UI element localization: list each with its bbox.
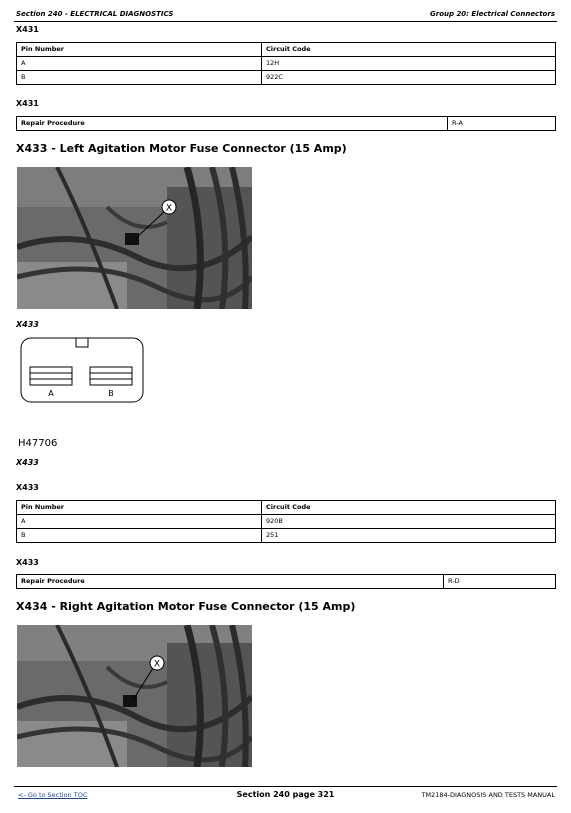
repair-label-cell: Repair Procedure xyxy=(17,575,444,589)
repair-value-link[interactable]: R-A xyxy=(448,117,556,131)
circuit-cell: 251 xyxy=(262,529,556,543)
section-heading: X434 - Right Agitation Motor Fuse Connector (15 Amp) xyxy=(16,600,356,613)
header-rule xyxy=(14,21,557,22)
connector-photo xyxy=(17,167,252,309)
pin-cell: A xyxy=(17,515,262,529)
photo-callout: X xyxy=(165,203,173,214)
circuit-cell: 922C xyxy=(262,71,556,85)
diagram-label: X433 xyxy=(16,320,39,329)
connector-photo xyxy=(17,625,252,767)
pin-label-a: A xyxy=(48,389,54,398)
table-header-row xyxy=(17,43,556,57)
table-header-row xyxy=(17,501,556,515)
photo-callout: X xyxy=(153,659,161,670)
col-header-circuit: Circuit Code xyxy=(262,43,556,57)
section-toc-link[interactable]: <- Go to Section TOC xyxy=(18,791,88,799)
pin-label-b: B xyxy=(108,389,114,398)
col-header-circuit: Circuit Code xyxy=(262,501,556,515)
footer-rule xyxy=(14,786,557,787)
table-row xyxy=(17,117,556,131)
pin-table xyxy=(16,500,556,543)
repair-table xyxy=(16,574,556,589)
circuit-cell: 920B xyxy=(262,515,556,529)
header-section-title: Section 240 - ELECTRICAL DIAGNOSTICS xyxy=(16,10,174,18)
page-number: Section 240 page 321 xyxy=(236,790,335,799)
col-header-pin: Pin Number xyxy=(17,43,262,57)
header-group-title: Group 20: Electrical Connectors xyxy=(430,10,555,18)
section-heading: X433 - Left Agitation Motor Fuse Connector (15 Amp) xyxy=(16,142,347,155)
photo-graphic xyxy=(17,625,252,767)
table-row xyxy=(17,71,556,85)
connector-label: X431 xyxy=(16,99,39,108)
connector-label: X433 xyxy=(16,483,39,492)
col-header-pin: Pin Number xyxy=(17,501,262,515)
repair-value-link[interactable]: R-D xyxy=(444,575,556,589)
pin-table xyxy=(16,42,556,85)
table-row xyxy=(17,529,556,543)
repair-table xyxy=(16,116,556,131)
connector-label: X433 xyxy=(16,458,39,467)
photo-graphic xyxy=(17,167,252,309)
connector-diagram xyxy=(20,336,144,404)
connector-face-graphic xyxy=(20,336,144,404)
connector-label: X433 xyxy=(16,558,39,567)
pin-cell: B xyxy=(17,529,262,543)
connector-label: X431 xyxy=(16,25,39,34)
table-row xyxy=(17,515,556,529)
table-row xyxy=(17,575,556,589)
pin-cell: A xyxy=(17,57,262,71)
figure-id: H47706 xyxy=(18,438,58,449)
table-row xyxy=(17,57,556,71)
manual-title: TM2184-DIAGNOSIS AND TESTS MANUAL xyxy=(421,791,555,799)
pin-cell: B xyxy=(17,71,262,85)
repair-label-cell: Repair Procedure xyxy=(17,117,448,131)
circuit-cell: 12H xyxy=(262,57,556,71)
